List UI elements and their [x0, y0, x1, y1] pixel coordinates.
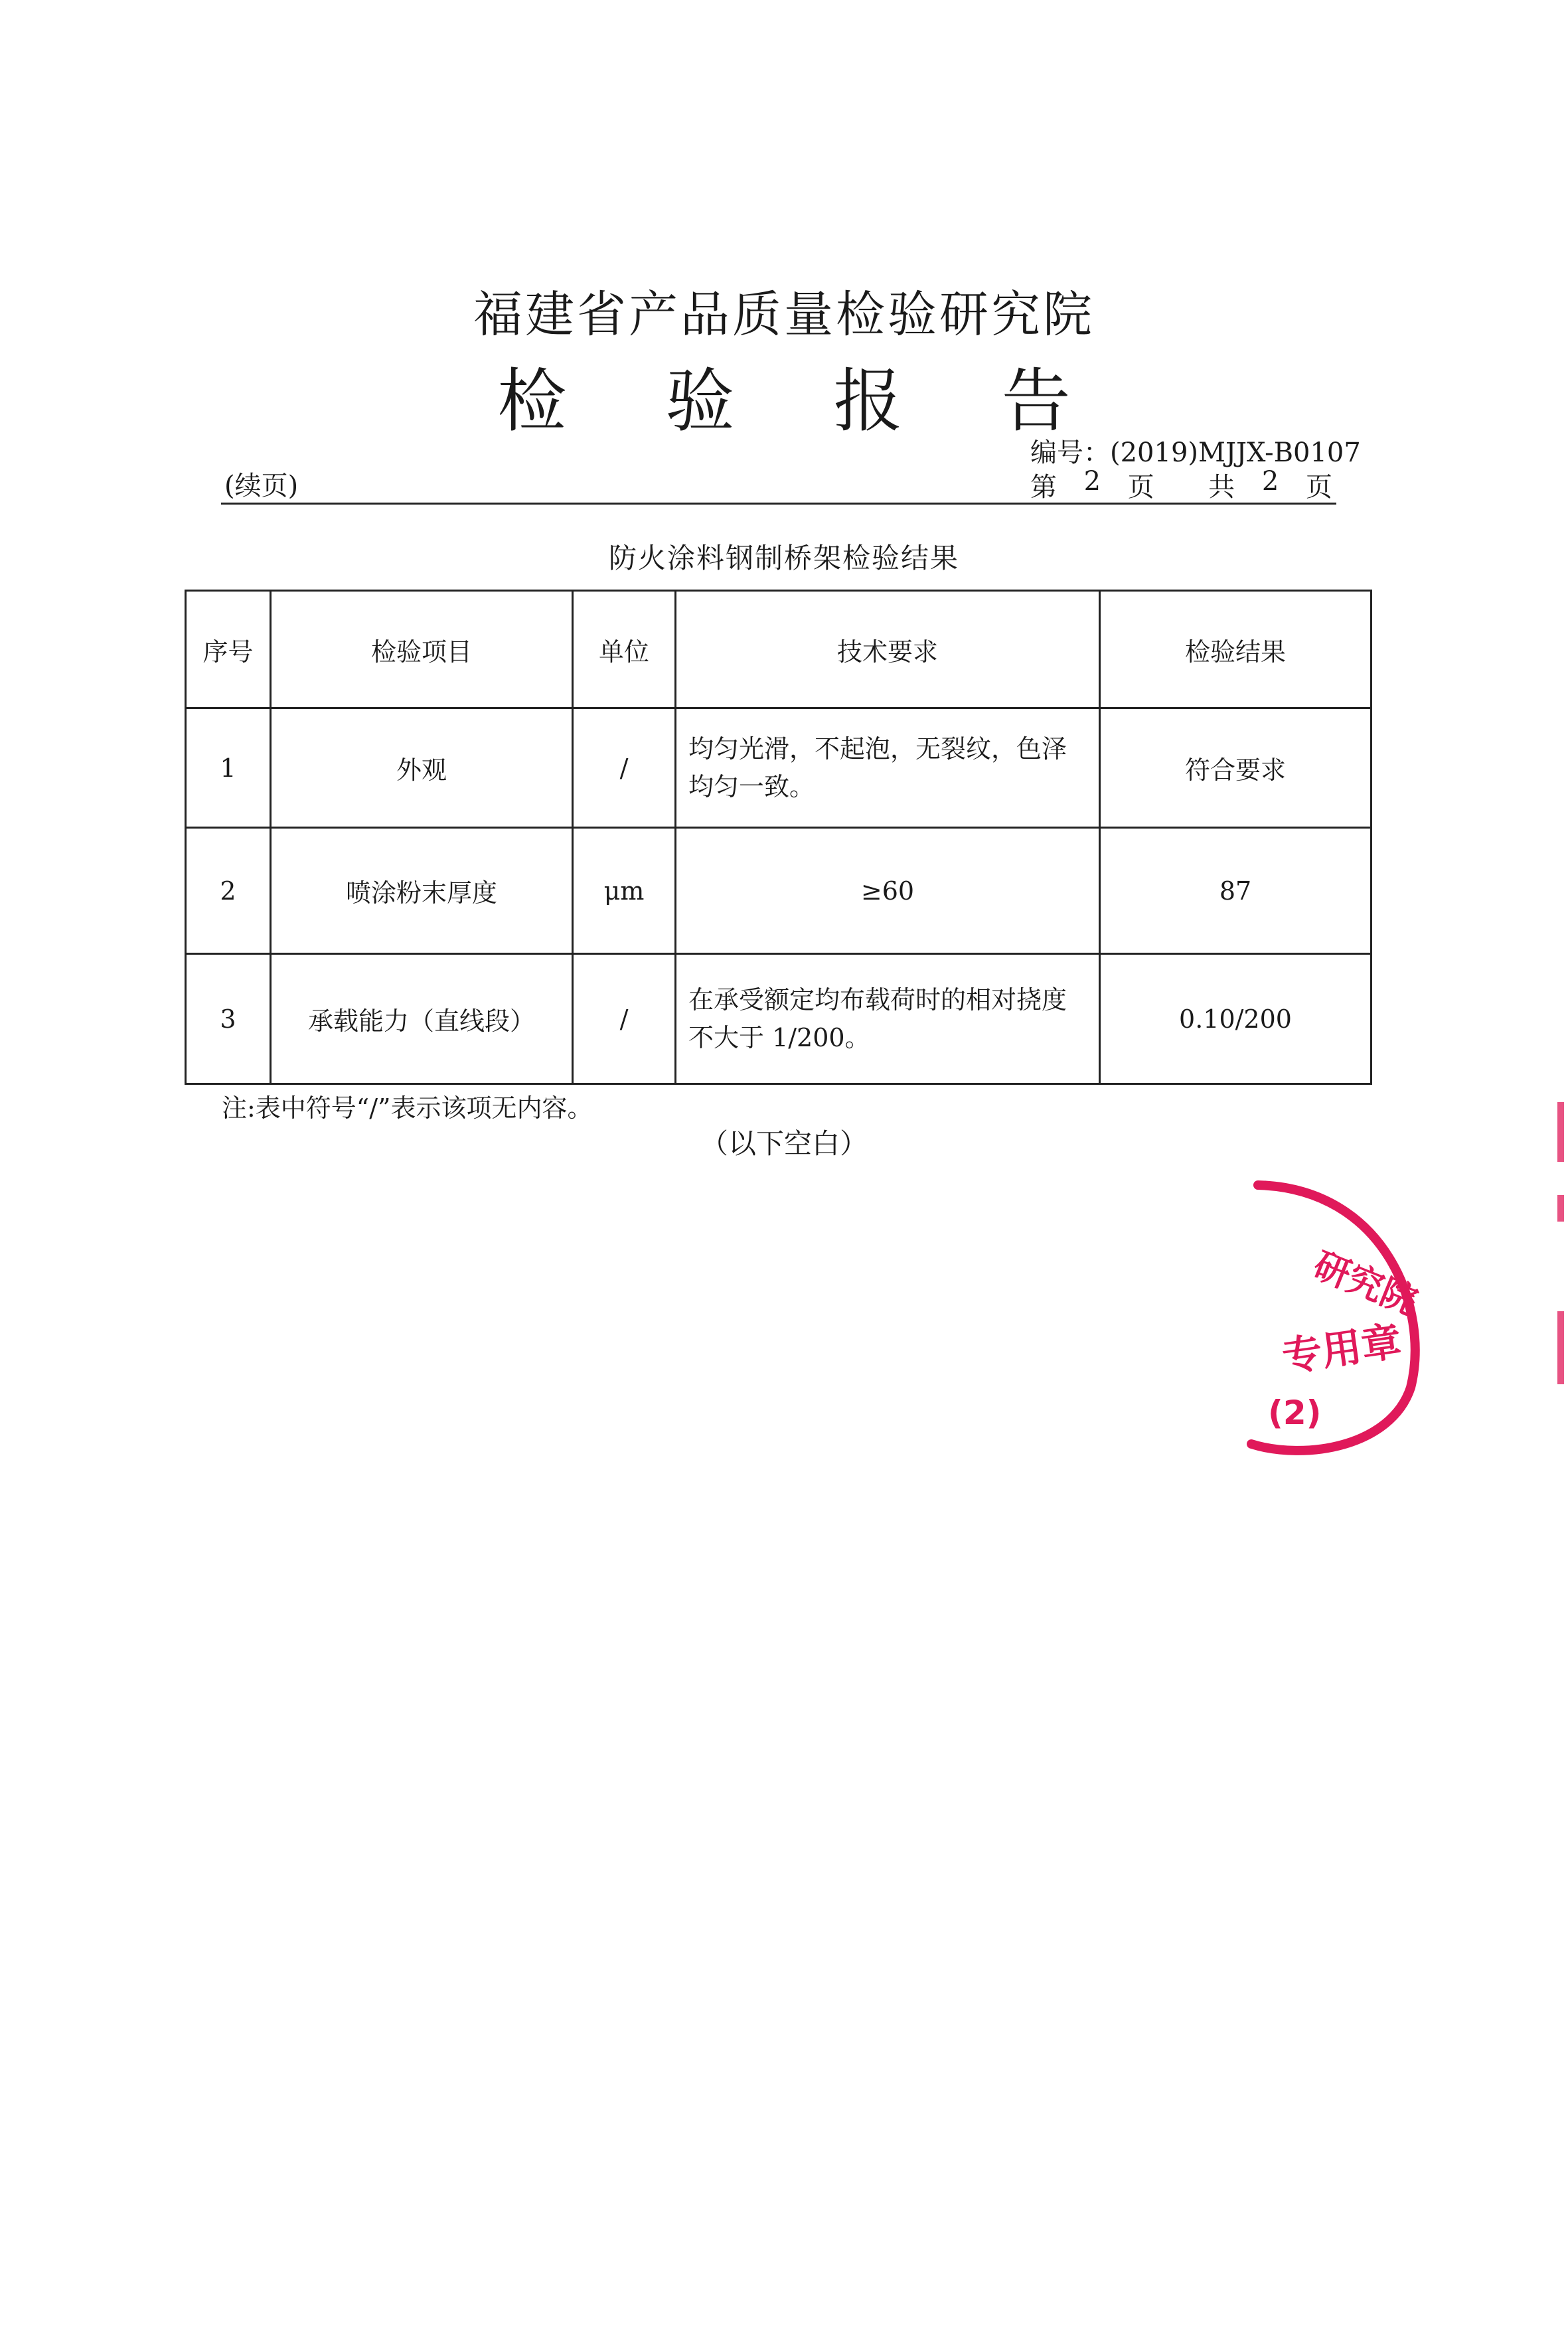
column-header: 检验结果 — [1100, 591, 1372, 708]
organization-name: 福建省产品质量检验研究院 — [473, 286, 1095, 343]
column-header: 单位 — [573, 591, 676, 708]
report-number-value: (2019)MJJX-B0107 — [1110, 438, 1361, 468]
row-number: 3 — [186, 954, 271, 1084]
results-table — [185, 590, 1372, 1085]
row-number: 2 — [186, 828, 271, 954]
unit: μm — [573, 828, 676, 954]
technical-requirement: ≥60 — [676, 828, 1100, 954]
technical-requirement: 在承受额定均布载荷时的相对挠度不大于 1/200。 — [676, 954, 1100, 1084]
test-result: 87 — [1100, 828, 1372, 954]
report-number-label: 编号： — [1030, 438, 1110, 468]
page-current-suffix: 页 — [1127, 472, 1154, 503]
seal-text-line1: 研究院 — [1308, 1244, 1423, 1323]
table-header-row — [186, 591, 1372, 708]
report-title: 检 验 报 告 — [497, 361, 1109, 442]
test-item: 外观 — [271, 708, 573, 828]
seal-edge-mark — [1557, 1311, 1564, 1384]
page-info — [1030, 466, 1332, 504]
page-total-suffix: 页 — [1305, 472, 1332, 503]
column-header: 检验项目 — [271, 591, 573, 708]
report-number — [1030, 432, 1361, 469]
table-row — [186, 828, 1372, 954]
technical-requirement: 均匀光滑，不起泡，无裂纹，色泽均匀一致。 — [676, 708, 1100, 828]
test-item: 喷涂粉末厚度 — [271, 828, 573, 954]
table-row — [186, 954, 1372, 1084]
seal-text-line3: (2) — [1268, 1394, 1322, 1432]
seal-edge-mark — [1557, 1195, 1564, 1222]
page-current: 2 — [1083, 466, 1101, 497]
test-result: 0.10/200 — [1100, 954, 1372, 1084]
row-number: 1 — [186, 708, 271, 828]
test-item: 承载能力（直线段） — [271, 954, 573, 1084]
unit: / — [573, 708, 676, 828]
continuation-label: (续页) — [224, 471, 299, 501]
unit: / — [573, 954, 676, 1084]
page-total-prefix: 共 — [1208, 472, 1235, 503]
table-title: 防火涂料钢制桥架检验结果 — [608, 542, 959, 574]
header-divider — [221, 503, 1336, 505]
test-result: 符合要求 — [1100, 708, 1372, 828]
column-header: 序号 — [186, 591, 271, 708]
table-row — [186, 708, 1372, 828]
seal-edge-mark — [1557, 1102, 1564, 1162]
blank-below-marker: （以下空白） — [700, 1127, 868, 1160]
seal-text-line2: 专用章 — [1279, 1318, 1405, 1381]
page-total: 2 — [1261, 466, 1279, 497]
table-note: 注:表中符号“/”表示该项无内容。 — [222, 1093, 593, 1123]
official-seal-stamp — [1231, 1175, 1450, 1467]
column-header: 技术要求 — [676, 591, 1100, 708]
page-current-prefix: 第 — [1030, 472, 1057, 503]
